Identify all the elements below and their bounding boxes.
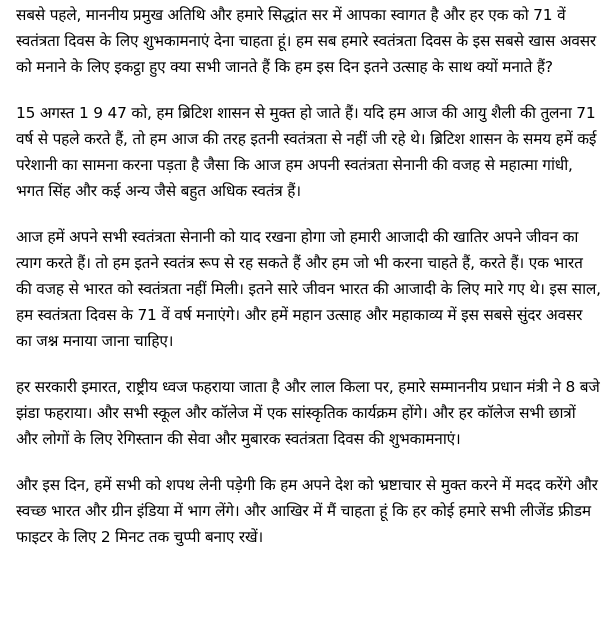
- paragraph-3: आज हमें अपने सभी स्वतंत्रता सेनानी को याद रखना होगा जो हमारी आजादी की खातिर अपने जीवन का त्याग करते हैं। तो हम इतने स्वतंत्र रूप से रह सकते हैं और हम जो भी करना चाहते हैं, करते हैं। एक भारत की वजह से भारत को स्वतंत्रता नहीं मिली। इतने सारे जीवन भारत की आजादी के लिए मारे गए थे। इस साल, हम स्वतंत्रता दिवस के 71 वें वर्ष मनाएंगे। और हमें महान उत्साह और महाकाव्य में इस सबसे सुंदर अवसर का जश्न मनाया जाना चाहिए।: [16, 228, 601, 350]
- paragraph-1: सबसे पहले, माननीय प्रमुख अतिथि और हमारे सिद्धांत सर में आपका स्वागत है और हर एक को 71 वें स्वतंत्रता दिवस के लिए शुभकामनाएं देना चाहता हूं। हम सब हमारे स्वतंत्रता दिवस के इस सबसे खास अवसर को मनाने के लिए इकट्ठा हुए क्या सभी जानते हैं कि हम इस दिन इतने उत्साह के साथ क्यों मनाते हैं?: [16, 6, 597, 76]
- paragraph-2: 15 अगस्त 1 9 47 को, हम ब्रिटिश शासन से मुक्त हो जाते हैं। यदि हम आज की आयु शैली की तुलना 71 वर्ष से पहले करते हैं, तो हम आज की तरह इतनी स्वतंत्रता से नहीं जी रहे थे। ब्रिटिश शासन के समय हमें कई परेशानी का सामना करना पड़ता है जैसा कि आज हम अपनी स्वतंत्रता सेनानी की वजह से महात्मा गांधी, भगत सिंह और कई अन्य जैसे बहुत अधिक स्वतंत्र हैं।: [16, 104, 597, 200]
- paragraph-5: और इस दिन, हमें सभी को शपथ लेनी पड़ेगी कि हम अपने देश को भ्रष्टाचार से मुक्त करने में मदद करेंगे और स्वच्छ भारत और ग्रीन इंडिया में भाग लेंगे। और आखिर में मैं चाहता हूं कि हर कोई हमारे सभी लीजेंड फ्रीडम फाइटर के लिए 2 मिनट तक चुप्पी बनाए रखें।: [16, 476, 598, 546]
- paragraph-4: हर सरकारी इमारत, राष्ट्रीय ध्वज फहराया जाता है और लाल किला पर, हमारे सम्माननीय प्रधान मंत्री ने 8 बजे झंडा फहराया। और सभी स्कूल और कॉलेज में एक सांस्कृतिक कार्यक्रम होंगे। और हर कॉलेज सभी छात्रों और लोगों के लिए रेगिस्तान की सेवा और मुबारक स्वतंत्रता दिवस की शुभकामनाएं।: [16, 378, 600, 448]
